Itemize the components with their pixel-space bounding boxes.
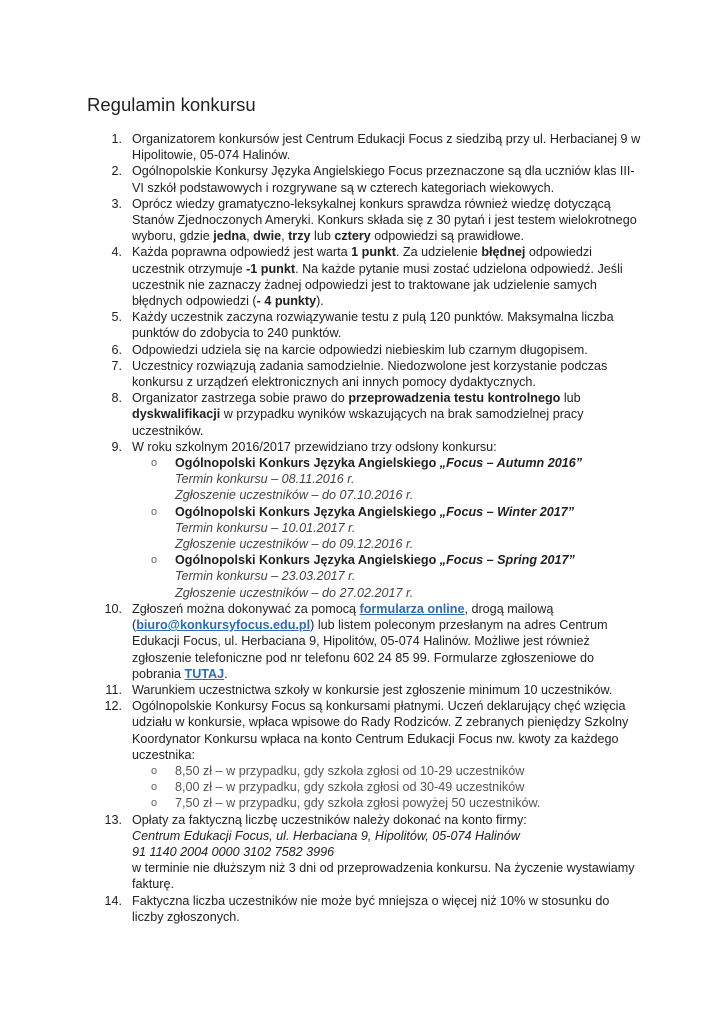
price-text: 8,00 zł – w przypadku, gdy szkoła zgłosi od 30-49 uczestników [175,780,525,795]
rule-text: Opłaty za faktyczną liczbę uczestników należy dokonać na konto firmy: [132,812,527,827]
rule-4 [98,244,643,309]
bullet-icon: o [151,505,158,518]
rule-bold: 1 punkt [351,245,396,260]
rule-text-part: . Za udzielenie [395,245,482,260]
price-item [132,763,643,779]
rule-number: 4. [111,245,122,260]
rule-text: Odpowiedzi udziela się na karcie odpowiedzi niebieskim lub czarnym długopisem. [132,342,588,357]
rule-text-part: odpowiedzi są prawidłowe. [370,229,525,244]
rule-number: 6. [111,342,122,357]
rule-number: 11. [105,682,122,697]
rule-bold: - 4 punkty [256,294,317,309]
rule-text-part: lub [560,391,581,406]
rule-text-part: , [246,229,254,244]
rule-13 [98,812,643,893]
rule-number: 10. [104,601,122,616]
company-address: Centrum Edukacji Focus, ul. Herbaciana 9, Hipolitów, 05-074 Halinów [132,828,520,843]
rule-bold: dyskwalifikacji [132,407,221,422]
rule-number: 13. [104,812,122,827]
rule-number: 7. [111,358,122,373]
page-title: Regulamin konkursu [87,94,256,115]
edition-date: Termin konkursu – 10.01.2017 r. [175,520,356,535]
rule-bold: dwie [253,229,282,244]
bullet-icon: o [151,797,158,810]
rule-number: 2. [111,164,122,179]
online-form-link[interactable]: formularza online [359,601,465,616]
bullet-icon: o [151,781,158,794]
edition-item [132,552,643,601]
rule-text-tail: w terminie nie dłuższym niż 3 dni od przeprowadzenia konkursu. Na życzenie wystawiamy fakturę. [132,861,635,892]
rule-9 [98,439,643,601]
edition-title: „Focus – Spring 2017” [439,553,575,568]
rule-3 [98,196,643,245]
rule-10 [98,601,643,682]
rule-number: 14. [104,893,122,908]
rule-number: 5. [111,310,122,325]
rule-14 [98,893,643,925]
rule-text: Ogólnopolskie Konkursy Języka Angielskiego Focus przeznaczone są dla uczniów klas III-VI szkół podstawowych i rozgrywane są w czterech kategoriach wiekowych. [132,164,635,195]
rule-text: Uczestnicy rozwiązują zadania samodzielnie. Niedozwolone jest korzystanie podczas konkursu z urządzeń elektronicznych ani innych pomocy dydaktycznych. [132,358,608,390]
rule-text-part: odpowiedzi uczestnik otrzymuje [132,245,592,276]
edition-title: „Focus – Winter 2017” [439,504,575,519]
rule-number: 3. [111,196,122,211]
edition-item [132,504,643,553]
rule-text-part: Organizator zastrzega sobie prawo do [132,391,349,406]
bank-account: 91 1140 2004 0000 3102 7582 3996 [132,844,335,859]
rule-11 [98,682,643,698]
rule-number: 1. [111,132,122,146]
edition-date: Termin konkursu – 23.03.2017 r. [175,569,356,584]
rule-text: W roku szkolnym 2016/2017 przewidziano trzy odsłony konkursu: [132,439,497,454]
rule-8 [98,390,643,439]
price-list [132,763,643,812]
download-forms-link[interactable]: TUTAJ [184,666,225,681]
edition-item [132,455,643,504]
rule-bold: jedna [213,229,247,244]
edition-name: Ogólnopolski Konkurs Języka Angielskiego [175,553,440,568]
rule-bold: przeprowadzenia testu kontrolnego [348,391,561,406]
rule-text-part: . Na każde pytanie musi zostać udzielona odpowiedź. Jeśli uczestnik nie zaznaczy żadnej odpowiedzi jest to traktowane jak udzielenie samych błędnych odpowiedzi ( [132,261,623,309]
price-text: 8,50 zł – w przypadku, gdy szkoła zgłosi od 10-29 uczestników [175,763,525,778]
rule-bold: -1 punkt [246,261,296,276]
bullet-icon: o [151,457,158,470]
rule-1 [98,131,643,163]
rule-bold: trzy [288,229,311,244]
rule-text-part: , [281,229,289,244]
bullet-icon: o [151,764,158,777]
edition-registration: Zgłoszenie uczestników – do 09.12.2016 r. [175,537,414,552]
rule-text-part: ) lub listem poleconym przesłanym na adres Centrum Edukacji Focus, ul. Herbaciana 9, Hipolitów, 05-074 Halinów. Możliwe jest również zgłoszenie telefoniczne pod nr telefonu 602 24 85 99. Formularze zgłoszeniowe do pobrania [132,618,608,681]
rules-list [98,131,643,925]
rule-bold: błędnej [481,245,526,260]
price-item [132,795,643,811]
rule-text: Faktyczna liczba uczestników nie może być mniejsza o więcej niż 10% w stosunku do liczby zgłoszonych. [132,893,610,924]
edition-registration: Zgłoszenie uczestników – do 27.02.2017 r. [175,585,414,600]
rule-7 [98,358,643,390]
edition-title: „Focus – Autumn 2016” [439,456,583,471]
rule-bold: cztery [334,229,371,244]
rule-number: 12. [104,699,122,714]
rule-text: Ogólnopolskie Konkursy Focus są konkursami płatnymi. Uczeń deklarujący chęć wzięcia udziału w konkursie, wpłaca wpisowe do Rady Rodziców. Z zebranych pieniędzy Szkolny Koordynator Konkursu wpłaca na konto Centrum Edukacji Focus nw. kwoty za każdego uczestnika: [132,699,629,762]
rule-text: Każdy uczestnik zaczyna rozwiązywanie testu z pulą 120 punktów. Maksymalna liczba punktów do zdobycia to 240 punktów. [132,310,614,341]
edition-registration: Zgłoszenie uczestników – do 07.10.2016 r. [175,488,414,503]
rule-5 [98,309,643,341]
edition-name: Ogólnopolski Konkurs Języka Angielskiego [175,456,440,471]
rule-text-part: lub [310,229,335,244]
rule-text-part: , drogą mailową ( [132,601,554,633]
rule-2 [98,163,643,195]
email-link[interactable]: biuro@konkursyfocus.edu.pl [136,618,311,633]
rule-text-part: ). [316,294,324,309]
rule-6 [98,342,643,358]
rule-text: Warunkiem uczestnictwa szkoły w konkursie jest zgłoszenie minimum 10 uczestników. [132,682,613,697]
edition-date: Termin konkursu – 08.11.2016 r. [175,472,355,487]
rule-text-part: . [224,666,228,681]
price-text: 7,50 zł – w przypadku, gdy szkoła zgłosi powyżej 50 uczestników. [175,796,541,811]
edition-name: Ogólnopolski Konkurs Języka Angielskiego [175,504,440,519]
rule-number: 9. [111,439,122,454]
rule-text-part: Zgłoszeń można dokonywać za pomocą [132,601,360,616]
rule-number: 8. [111,391,122,406]
price-item [132,779,643,795]
rule-text: Organizatorem konkursów jest Centrum Edukacji Focus z siedzibą przy ul. Herbacianej 9 w Hipolitowie, 05-074 Halinów. [132,132,641,163]
rule-12 [98,698,643,811]
rule-text-part: w przypadku wyników wskazujących na brak samodzielnej pracy uczestników. [132,407,584,438]
bullet-icon: o [151,554,158,567]
rule-text-part: Oprócz wiedzy gramatyczno-leksykalnej konkurs sprawdza również wiedzę dotyczącą Stanów Zjednoczonych Ameryki. Konkurs składa się z 30 pytań i jest testem wielokrotnego wyboru, gdzie [132,196,637,244]
editions-list [132,455,643,601]
rule-text-part: Każda poprawna odpowiedź jest warta [132,245,352,260]
